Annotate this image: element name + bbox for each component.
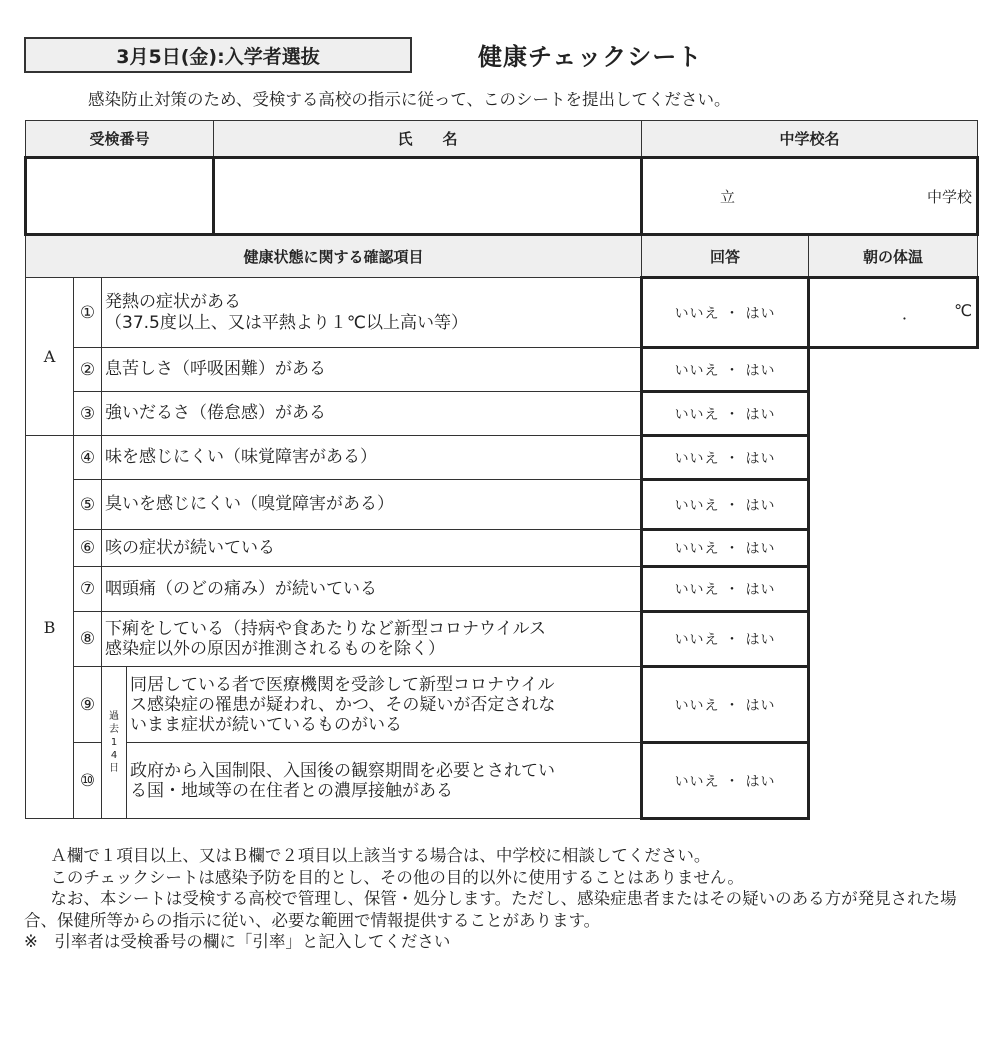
school-header: 中学校名 xyxy=(642,121,978,158)
item-number: ④ xyxy=(74,436,102,480)
school-suffix: 中学校 xyxy=(927,188,973,206)
item-text xyxy=(102,278,642,348)
answer-choice[interactable]: いいえ ・ はい xyxy=(642,567,809,612)
footer-line: なお、本シートは受検する高校で管理し、保管・処分します。ただし、感染症患者またはその疑いのある方が発見された場合、保健所等からの指示に従い、必要な範囲で情報提供することがあります。 xyxy=(24,889,957,930)
temperature-field[interactable] xyxy=(809,278,978,348)
item-text-line: 発熱の症状がある xyxy=(105,291,241,312)
footer-line: Ａ欄で１項目以上、又はＢ欄で２項目以上該当する場合は、中学校に相談してください。 xyxy=(50,846,711,865)
answer-choice[interactable]: いいえ ・ はい xyxy=(642,530,809,567)
school-field[interactable] xyxy=(642,158,978,235)
item-number: ⑤ xyxy=(74,480,102,530)
answer-choice[interactable]: いいえ ・ はい xyxy=(642,480,809,530)
temperature-unit: ℃ xyxy=(954,301,973,320)
item-number: ③ xyxy=(74,392,102,436)
answer-choice[interactable]: いいえ ・ はい xyxy=(642,667,809,743)
sheet-title: 健康チェックシート xyxy=(478,43,703,71)
item-number: ② xyxy=(74,348,102,392)
exam-number-field[interactable] xyxy=(26,158,214,235)
answer-choice[interactable]: いいえ ・ はい xyxy=(642,348,809,392)
item-text-line: （37.5度以上、又は平熱より１℃以上高い等） xyxy=(105,312,468,333)
exam-label: 3月5日(金):入学者選抜 xyxy=(24,37,412,73)
item-number: ① xyxy=(74,278,102,348)
past-14-days-label xyxy=(102,667,127,819)
answer-choice[interactable]: いいえ ・ はい xyxy=(642,278,809,348)
temperature-header: 朝の体温 xyxy=(809,235,978,278)
item-number: ⑧ xyxy=(74,612,102,667)
name-field[interactable] xyxy=(214,158,642,235)
footer-line: このチェックシートは感染予防を目的とし、その他の目的以外に使用することはありません。 xyxy=(50,867,744,887)
item-text: 咽頭痛（のどの痛み）が続いている xyxy=(102,567,642,612)
item-text-line: いまま症状が続いているものがいる xyxy=(130,714,402,735)
items-header: 健康状態に関する確認項目 xyxy=(26,235,642,278)
item-number: ⑦ xyxy=(74,567,102,612)
answer-choice[interactable]: いいえ ・ はい xyxy=(642,392,809,436)
exam-number-header: 受検番号 xyxy=(26,121,214,158)
item-text-line: 下痢をしている（持病や食あたりなど新型コロナウイルス xyxy=(105,619,546,639)
item-number: ⑨ xyxy=(74,667,102,743)
item-text: 臭いを感じにくい（嗅覚障害がある） xyxy=(102,480,642,530)
answer-choice[interactable]: いいえ ・ はい xyxy=(642,743,809,819)
past-14-days-text: 過去14日 xyxy=(109,711,119,774)
temperature-decimal: ． xyxy=(902,304,919,323)
item-text-line: 政府から入国制限、入国後の観察期間を必要とされてい xyxy=(130,760,555,781)
item-text: 強いだるさ（倦怠感）がある xyxy=(102,392,642,436)
footer-note: ※ 引率者は受検番号の欄に「引率」と記入してください xyxy=(24,932,451,951)
item-number: ⑩ xyxy=(74,743,102,819)
answer-choice[interactable]: いいえ ・ はい xyxy=(642,436,809,480)
item-text xyxy=(127,743,642,819)
answer-choice[interactable]: いいえ ・ はい xyxy=(642,612,809,667)
blank-area xyxy=(809,348,978,743)
item-text-line: ス感染症の罹患が疑われ、かつ、その疑いが否定されな xyxy=(130,694,556,715)
name-header: 氏 名 xyxy=(214,121,642,158)
item-number: ⑥ xyxy=(74,530,102,567)
item-text: 咳の症状が続いている xyxy=(102,530,642,567)
item-text: 味を感じにくい（味覚障害がある） xyxy=(102,436,642,480)
item-text: 息苦しさ（呼吸困難）がある xyxy=(102,348,642,392)
instruction-text: 感染防止対策のため、受検する高校の指示に従って、このシートを提出してください。 xyxy=(88,90,731,109)
item-text-line: 感染症以外の原因が推測されるものを除く） xyxy=(105,639,445,659)
item-text xyxy=(127,667,642,743)
health-check-table xyxy=(24,120,979,820)
item-text xyxy=(102,612,642,667)
group-a-label: A xyxy=(26,278,74,436)
footer-notes xyxy=(24,845,979,953)
item-text-line: る国・地域等の在住者との濃厚接触がある xyxy=(130,780,453,801)
school-prefix: 立 xyxy=(720,188,736,206)
answer-header: 回答 xyxy=(642,235,809,278)
group-b-label: B xyxy=(26,436,74,819)
item-text-line: 同居している者で医療機関を受診して新型コロナウイル xyxy=(130,674,555,695)
